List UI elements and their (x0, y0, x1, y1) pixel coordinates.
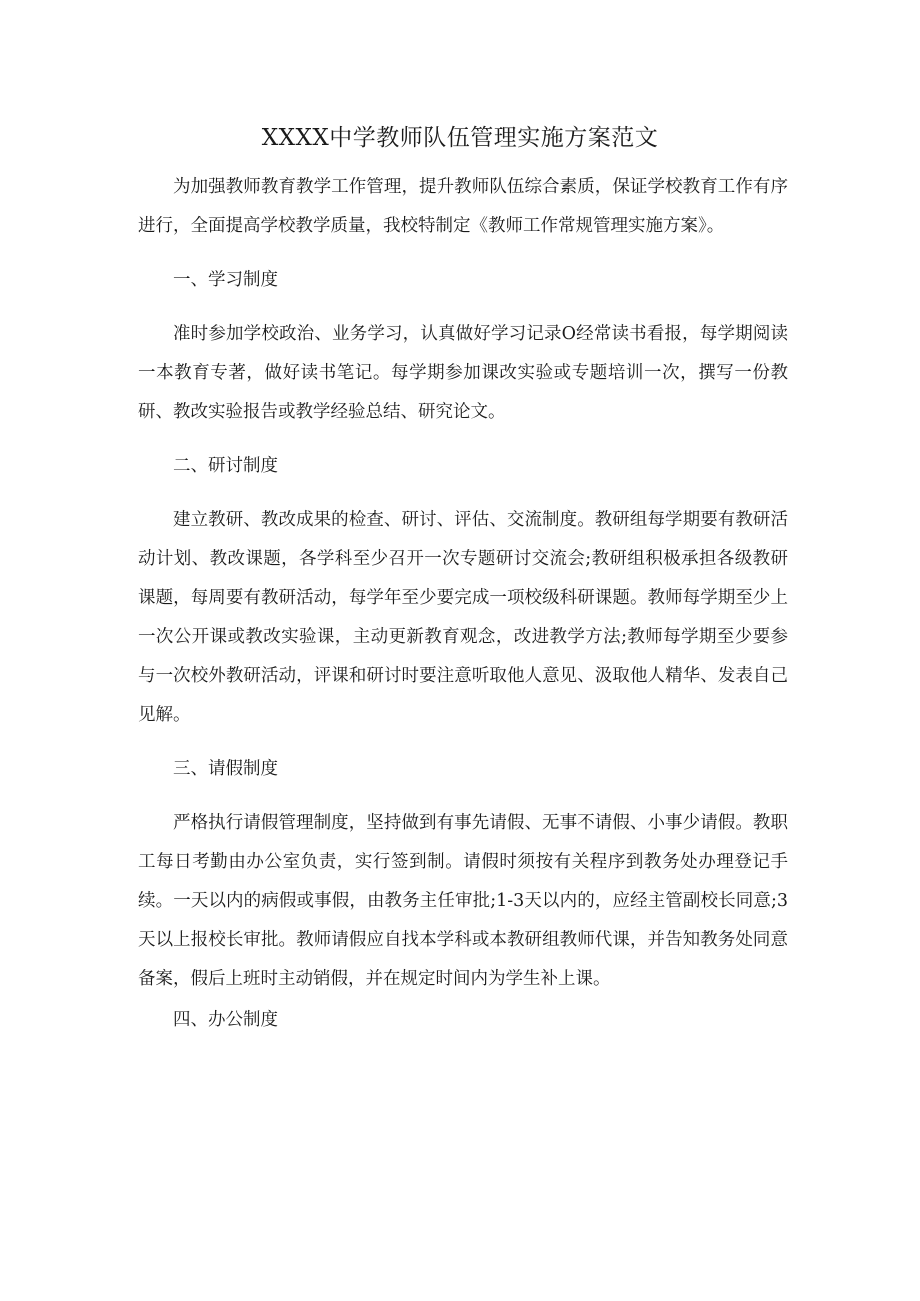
section-body-research: 建立教研、教改成果的检查、研讨、评估、交流制度。教研组每学期要有教研活动计划、教改课题，各学科至少召开一次专题研讨交流会;教研组积极承担各级教研课题，每周要有教研活动，每学年至少要完成一项校级科研课题。教师每学期至少上一次公开课或教改实验课，主动更新教育观念，改进教学方法;教师每学期至少要参与一次校外教研活动，评课和研讨时要注意听取他人意见、汲取他人精华、发表自己见解。 (138, 510, 788, 725)
intro-paragraph: 为加强教师教育教学工作管理，提升教师队伍综合素质，保证学校教育工作有序进行，全面提高学校教学质量，我校特制定《教师工作常规管理实施方案》。 (138, 177, 788, 236)
section-heading-leave: 三、请假制度 (173, 759, 278, 779)
document-title: XXXX中学教师队伍管理实施方案范文 (261, 125, 659, 151)
section-body-study: 准时参加学校政治、业务学习，认真做好学习记录O经常读书看报，每学期阅读一本教育专著，做好读书笔记。每学期参加课改实验或专题培训一次，撰写一份教研、教改实验报告或教学经验总结、研究论文。 (138, 324, 788, 422)
document-body (138, 168, 788, 1040)
section-body-leave: 严格执行请假管理制度，坚持做到有事先请假、无事不请假、小事少请假。教职工每日考勤由办公室负责，实行签到制。请假时须按有关程序到教务处办理登记手续。一天以内的病假或事假，由教务主任审批;1-3天以内的，应经主管副校长同意;3天以上报校长审批。教师请假应自找本学科或本教研组教师代课，并告知教务处同意备案，假后上班时主动销假，并在规定时间内为学生补上课。 (138, 813, 788, 989)
section-heading-study: 一、学习制度 (173, 270, 278, 290)
section-heading-office: 四、办公制度 (173, 1010, 278, 1030)
section-heading-research: 二、研讨制度 (173, 456, 278, 476)
